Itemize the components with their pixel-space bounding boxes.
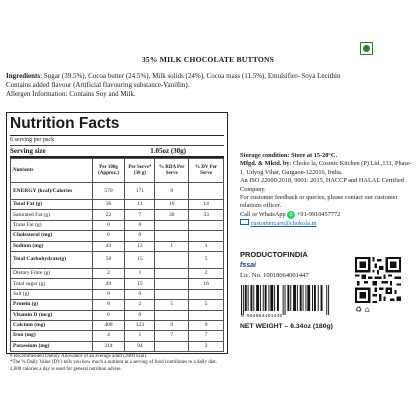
- per-serve-value: 2: [125, 300, 155, 310]
- per-serve-value: 123: [125, 320, 155, 330]
- nutrition-row: [11, 220, 224, 230]
- footnote-dv: *The % Daily Value (DV) tells you how much a nutrient in a serving of food contributes to a daily diet. 2,000 calories a day is used for general nutrition advise.: [10, 360, 217, 372]
- product-title: 35% MILK CHOCOLATE BUTTONS: [141, 55, 275, 64]
- serving-size-value: 1.05oz (30g): [150, 147, 186, 155]
- serving-size-row: [10, 146, 224, 158]
- veg-symbol-icon: [360, 42, 373, 55]
- dv-value: 9: [189, 320, 224, 330]
- nutrient-name: Iron (mg): [11, 331, 93, 341]
- manufacturer-address: : Choko la, Cosmic Kitchen (P) Ltd.,131, Phase-1, Udyog Vihar, Gurgaon-122016, India.: [240, 160, 412, 176]
- per-100g-value: 314: [92, 341, 125, 351]
- dv-value: [189, 220, 224, 230]
- per-serve-value: 0: [125, 231, 155, 241]
- nutrient-name: Total Carbohydrate(g): [11, 251, 93, 268]
- fssai-logo: fssai: [240, 262, 256, 269]
- net-weight: NET WEIGHT – 6.34oz (180g): [240, 323, 333, 330]
- dv-value: 14: [189, 200, 224, 210]
- per-serve-value: 1: [125, 268, 155, 278]
- rda-value: [155, 310, 189, 320]
- mail-icon: [240, 219, 249, 225]
- per-100g-value: 43: [92, 241, 125, 251]
- per-serve-value: 13: [125, 241, 155, 251]
- whatsapp-icon: ✆: [289, 211, 294, 218]
- rda-value: 1: [155, 241, 189, 251]
- nutrition-table-body: [11, 183, 224, 352]
- nutrient-name: Total Fat (g): [11, 200, 93, 210]
- rda-value: 9: [155, 183, 189, 200]
- ingredients-text: [6, 72, 410, 81]
- rda-value: [155, 268, 189, 278]
- dv-value: [189, 183, 224, 200]
- per-100g-value: 4: [92, 331, 125, 341]
- nutrition-row: [11, 310, 224, 320]
- dv-value: 1: [189, 241, 224, 251]
- per-serve-value: 7: [125, 210, 155, 220]
- per-serve-value: 0: [125, 289, 155, 299]
- nutrition-row: [11, 341, 224, 351]
- manufacturer-label: Mfgd. & Mktd. by: [240, 160, 290, 168]
- barcode-icon: [241, 285, 331, 315]
- per-100g-value: 570: [92, 183, 125, 200]
- iso-certification: An ISO 22000:2018, 9001: 2015, HACCP and HALAL Certified Company.: [240, 177, 404, 193]
- nutrition-table: [10, 158, 224, 352]
- nutrient-name: Trans Fat (g): [11, 220, 93, 230]
- per-100g-value: 408: [92, 320, 125, 330]
- nutrition-row: [11, 241, 224, 251]
- nutrition-row: [11, 200, 224, 210]
- rda-value: [155, 279, 189, 289]
- rda-value: [155, 289, 189, 299]
- whatsapp-row: [240, 211, 412, 219]
- nutrition-row: [11, 300, 224, 310]
- nutrition-facts-panel: [6, 112, 228, 372]
- per-serve-value: 94: [125, 341, 155, 351]
- dv-value: 5: [189, 251, 224, 268]
- per-serve-value: 1: [125, 331, 155, 341]
- dv-value: 16: [189, 279, 224, 289]
- rda-value: 5: [155, 300, 189, 310]
- per-serve-value: 15: [125, 279, 155, 289]
- company-info: [240, 152, 412, 229]
- rda-value: [155, 231, 189, 241]
- servings-per-pack: 6 serving per pack: [10, 136, 224, 146]
- storage-condition: Storage condition: Store at 15-20°C.: [240, 152, 338, 159]
- barcode-number: 8 904064401445: [241, 314, 283, 319]
- nutrition-row: [11, 289, 224, 299]
- allergen-info: Allergen Information: Contains Soy and Milk.: [6, 90, 136, 98]
- dv-value: [189, 231, 224, 241]
- per-serve-value: 11: [125, 200, 155, 210]
- qr-code-icon[interactable]: [355, 257, 401, 303]
- dv-value: 33: [189, 210, 224, 220]
- per-100g-value: 0: [92, 231, 125, 241]
- nutrition-row: [11, 320, 224, 330]
- nutrient-name: Potassium (mg): [11, 341, 93, 351]
- header-per-serve: Per Serve* (30 g): [125, 159, 155, 183]
- rda-value: [155, 251, 189, 268]
- nutrient-name: Cholesterol (mg): [11, 231, 93, 241]
- nutrition-title: Nutrition Facts: [10, 115, 224, 136]
- email-link[interactable]: customercare@chokola.in: [250, 220, 317, 228]
- dv-value: [189, 289, 224, 299]
- product-of-india: PRODUCTOFINDIA: [240, 250, 308, 259]
- ingredients-list: : Sugar (39.5%), Cocoa butter (24.5%), Milk solids (24%), Cocoa mass (11.5%), Emulsifier- Soya Lecithin: [40, 72, 341, 80]
- header-rda: % RDA Per Serve: [155, 159, 189, 183]
- dv-value: [189, 310, 224, 320]
- phone-number[interactable]: +91-9910457772: [296, 210, 341, 218]
- feedback-note: For customer feedback or queries, please contact our customer relations officer.: [240, 194, 398, 210]
- nutrition-row: [11, 231, 224, 241]
- dv-value: 7: [189, 331, 224, 341]
- footnote-rda: # Recommended Dietary Allowance of an average adult (2000 kcal).: [10, 354, 148, 360]
- nutrition-row: [11, 331, 224, 341]
- per-100g-value: 0: [92, 310, 125, 320]
- rda-value: [155, 341, 189, 351]
- nutrition-row: [11, 279, 224, 289]
- per-100g-value: 49: [92, 279, 125, 289]
- rda-value: 16: [155, 200, 189, 210]
- recycle-icon: ♻ ⌂: [355, 305, 370, 314]
- nutrient-name: Saturated Fat (g): [11, 210, 93, 220]
- per-100g-value: 0: [92, 289, 125, 299]
- license-number: Lic. No. 10018064001447: [240, 272, 309, 279]
- dv-value: 5: [189, 300, 224, 310]
- whatsapp-label: Call or WhatsApp: [240, 210, 286, 218]
- rda-value: 9: [155, 320, 189, 330]
- rda-value: [155, 220, 189, 230]
- header-nutrients: Nutrients: [11, 159, 93, 183]
- nutrient-name: Calcium (mg): [11, 320, 93, 330]
- rda-value: 30: [155, 210, 189, 220]
- per-serve-value: 171: [125, 183, 155, 200]
- header-per-100g: Per 100g (Approx.): [92, 159, 125, 183]
- per-serve-value: 15: [125, 251, 155, 268]
- nutrition-row: [11, 268, 224, 278]
- nutrition-header-row: [11, 159, 224, 183]
- nutrient-name: Sodium (mg): [11, 241, 93, 251]
- nutrition-row: [11, 183, 224, 200]
- nutrient-name: Protein (g): [11, 300, 93, 310]
- per-100g-value: 8: [92, 300, 125, 310]
- per-100g-value: 0: [92, 220, 125, 230]
- header-dv: % DV Per Serve: [189, 159, 224, 183]
- nutrient-name: ENERGY (kcal)/Calories: [11, 183, 93, 200]
- manufacturer-info: [240, 160, 412, 177]
- per-100g-value: 2: [92, 268, 125, 278]
- per-100g-value: 22: [92, 210, 125, 220]
- per-serve-value: 0: [125, 220, 155, 230]
- flavour-note: Contains added flavour (Artificial flavouring substance-Vanillin).: [6, 81, 190, 89]
- per-100g-value: 50: [92, 251, 125, 268]
- nutrient-name: Total sugar (g): [11, 279, 93, 289]
- email-row: [240, 219, 412, 228]
- dv-value: 2: [189, 268, 224, 278]
- nutrition-row: [11, 251, 224, 268]
- dv-value: 2: [189, 341, 224, 351]
- serving-size-label: Serving size: [10, 147, 46, 155]
- per-100g-value: 36: [92, 200, 125, 210]
- rda-value: 7: [155, 331, 189, 341]
- nutrient-name: Salt (g): [11, 289, 93, 299]
- nutrient-name: Vitamin D (mcg): [11, 310, 93, 320]
- nutrient-name: Dietary Fibre (g): [11, 268, 93, 278]
- nutrition-row: [11, 210, 224, 220]
- nutrition-footnotes: [10, 354, 224, 373]
- ingredients-block: [6, 72, 410, 99]
- per-serve-value: 0: [125, 310, 155, 320]
- ingredients-label: Ingredients: [6, 72, 41, 80]
